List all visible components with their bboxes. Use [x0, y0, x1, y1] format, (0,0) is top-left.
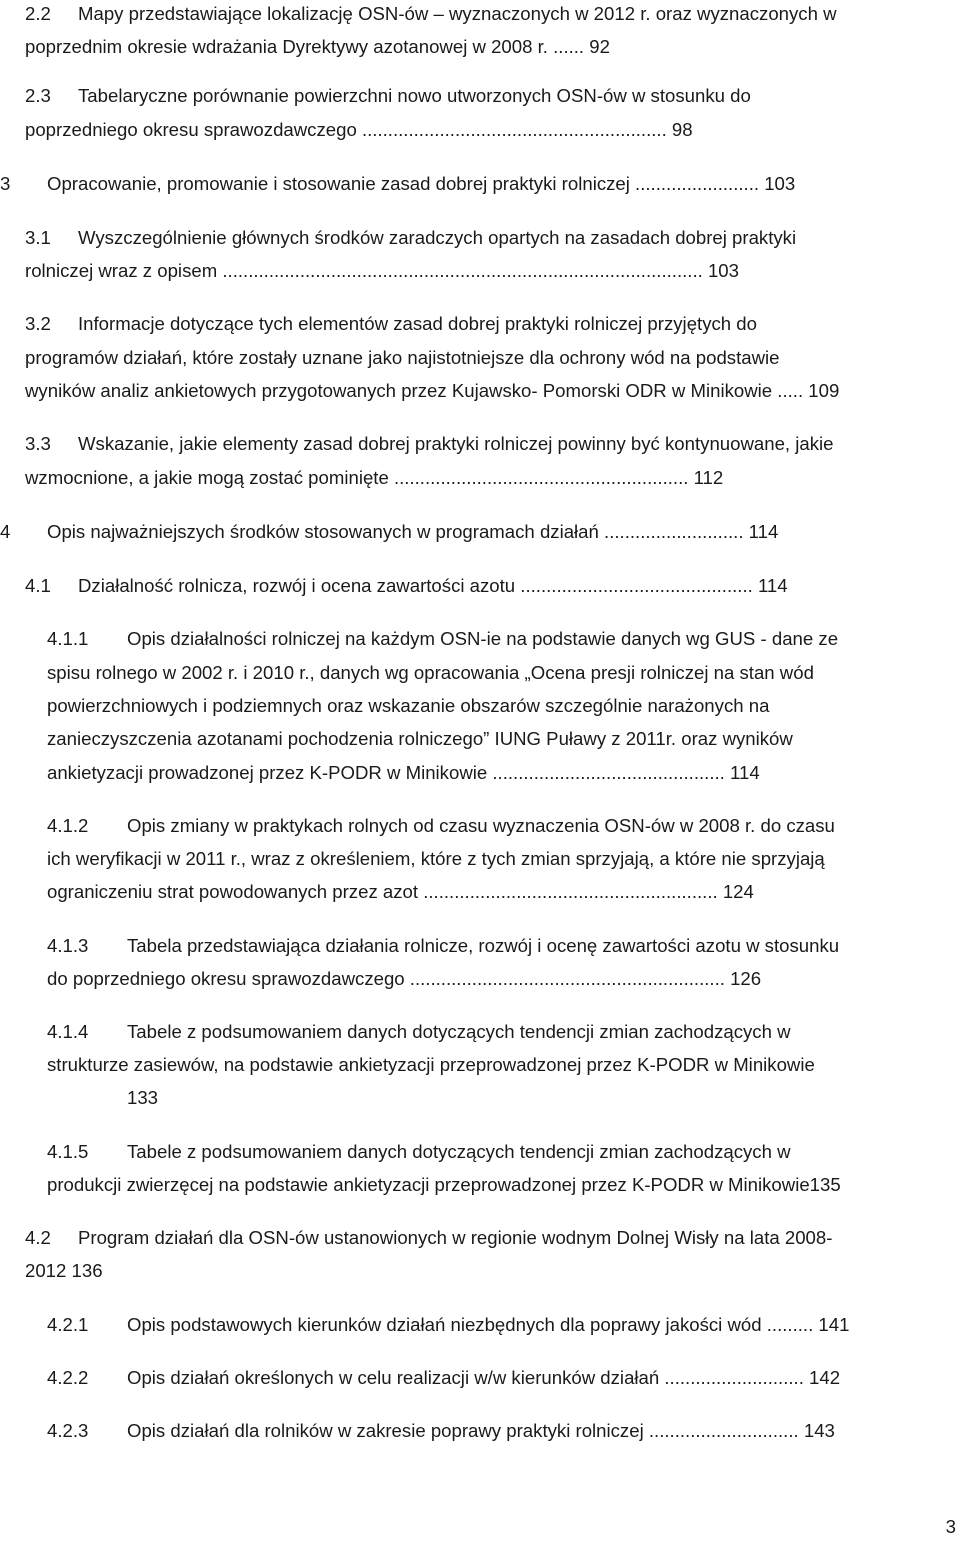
- toc-entry-number: 4: [0, 521, 11, 542]
- toc-entry-text: rolniczej wraz z opisem ............................................................................................. 103: [25, 260, 739, 281]
- toc-entry-text: Tabelaryczne porównanie powierzchni nowo utworzonych OSN-ów w stosunku do: [78, 85, 751, 106]
- toc-entry-text: 2012 136: [25, 1260, 103, 1281]
- toc-entry-text: Opis działań określonych w celu realizacji w/w kierunków działań ........................... 142: [127, 1367, 841, 1388]
- toc-entry-text: spisu rolnego w 2002 r. i 2010 r., danych wg opracowania „Ocena presji rolniczej na stan wód: [47, 662, 814, 683]
- toc-entry-number: 4.1: [25, 575, 51, 596]
- toc-entry-text: Wskazanie, jakie elementy zasad dobrej praktyki rolniczej powinny być kontynuowane, jakie: [78, 433, 834, 454]
- toc-entry-text: Program działań dla OSN-ów ustanowionych w regionie wodnym Dolnej Wisły na lata 2008-: [78, 1227, 833, 1248]
- toc-entry-text: Opis podstawowych kierunków działań niezbędnych dla poprawy jakości wód ......... 141: [127, 1314, 850, 1335]
- toc-entry-text: ograniczeniu strat powodowanych przez azot ......................................................... 124: [47, 881, 754, 902]
- toc-entry-text: ankietyzacji prowadzonej przez K-PODR w Minikowie ............................................. 114: [47, 762, 760, 783]
- toc-entry-number: 4.1.3: [47, 935, 89, 956]
- toc-entry-text: produkcji zwierzęcej na podstawie ankietyzacji przeprowadzonej przez K-PODR w Minikowie135: [47, 1174, 841, 1195]
- toc-entry-number: 4.1.2: [47, 815, 89, 836]
- toc-entry-number: 4.1.5: [47, 1141, 89, 1162]
- toc-entry-text: strukturze zasiewów, na podstawie ankietyzacji przeprowadzonej przez K-PODR w Minikowie: [47, 1054, 815, 1075]
- toc-entry-number: 4.2.3: [47, 1420, 89, 1441]
- toc-entry-text: programów działań, które zostały uznane jako najistotniejsze dla ochrony wód na podstawie: [25, 347, 780, 368]
- toc-entry-text: Działalność rolnicza, rozwój i ocena zawartości azotu ............................................. 114: [78, 575, 788, 596]
- toc-entry-number: 3.2: [25, 313, 51, 334]
- toc-entry-text: poprzedniego okresu sprawozdawczego ........................................................... 98: [25, 119, 693, 140]
- toc-entry-number: 2.2: [25, 3, 51, 24]
- toc-entry-number: 4.1.4: [47, 1021, 89, 1042]
- toc-entry-number: 3.1: [25, 227, 51, 248]
- toc-entry-text: ich weryfikacji w 2011 r., wraz z określeniem, które z tych zmian sprzyjają, a które nie sprzyjają: [47, 848, 825, 869]
- toc-entry-text: Tabele z podsumowaniem danych dotyczących tendencji zmian zachodzących w: [127, 1021, 791, 1042]
- toc-entry-number: 3.3: [25, 433, 51, 454]
- toc-entry-text: Informacje dotyczące tych elementów zasad dobrej praktyki rolniczej przyjętych do: [78, 313, 757, 334]
- toc-entry-text: Opis działań dla rolników w zakresie poprawy praktyki rolniczej ............................. 143: [127, 1420, 835, 1441]
- toc-entry-number: 2.3: [25, 85, 51, 106]
- toc-entry-text: Tabela przedstawiająca działania rolnicze, rozwój i ocenę zawartości azotu w stosunku: [127, 935, 840, 956]
- toc-entry-number: 3: [0, 173, 11, 194]
- toc-entry-number: 4.2.1: [47, 1314, 89, 1335]
- toc-entry-text: Opis działalności rolniczej na każdym OSN-ie na podstawie danych wg GUS - dane ze: [127, 628, 839, 649]
- toc-entry-text: Wyszczególnienie głównych środków zaradczych opartych na zasadach dobrej praktyki: [78, 227, 797, 248]
- toc-entry-text: wyników analiz ankietowych przygotowanych przez Kujawsko- Pomorski ODR w Minikowie ..... 109: [25, 380, 840, 401]
- toc-entry-number: 4.2.2: [47, 1367, 89, 1388]
- toc-entry-number: 4.1.1: [47, 628, 89, 649]
- toc-entry-text: Opis najważniejszych środków stosowanych w programach działań ........................... 114: [47, 521, 779, 542]
- toc-entry-text: Tabele z podsumowaniem danych dotyczących tendencji zmian zachodzących w: [127, 1141, 791, 1162]
- toc-entry-page: 133: [127, 1087, 159, 1108]
- toc-entry-text: Opracowanie, promowanie i stosowanie zasad dobrej praktyki rolniczej ........................ 103: [47, 173, 796, 194]
- toc-entry-text: do poprzedniego okresu sprawozdawczego ............................................................. 126: [47, 968, 762, 989]
- page-number: 3: [945, 1516, 956, 1537]
- toc-entry-number: 4.2: [25, 1227, 51, 1248]
- toc-entry-text: poprzednim okresie wdrażania Dyrektywy azotanowej w 2008 r. ...... 92: [25, 36, 610, 57]
- toc-entry-text: Opis zmiany w praktykach rolnych od czasu wyznaczenia OSN-ów w 2008 r. do czasu: [127, 815, 835, 836]
- toc-entry-text: Mapy przedstawiające lokalizację OSN-ów – wyznaczonych w 2012 r. oraz wyznaczonych w: [78, 3, 837, 24]
- toc-entry-text: zanieczyszczenia azotanami pochodzenia rolniczego” IUNG Puławy z 2011r. oraz wyników: [47, 728, 793, 749]
- toc-entry-text: powierzchniowych i podziemnych oraz wskazanie obszarów szczególnie narażonych na: [47, 695, 770, 716]
- toc-entry-text: wzmocnione, a jakie mogą zostać pominięte ......................................................... 112: [25, 467, 724, 488]
